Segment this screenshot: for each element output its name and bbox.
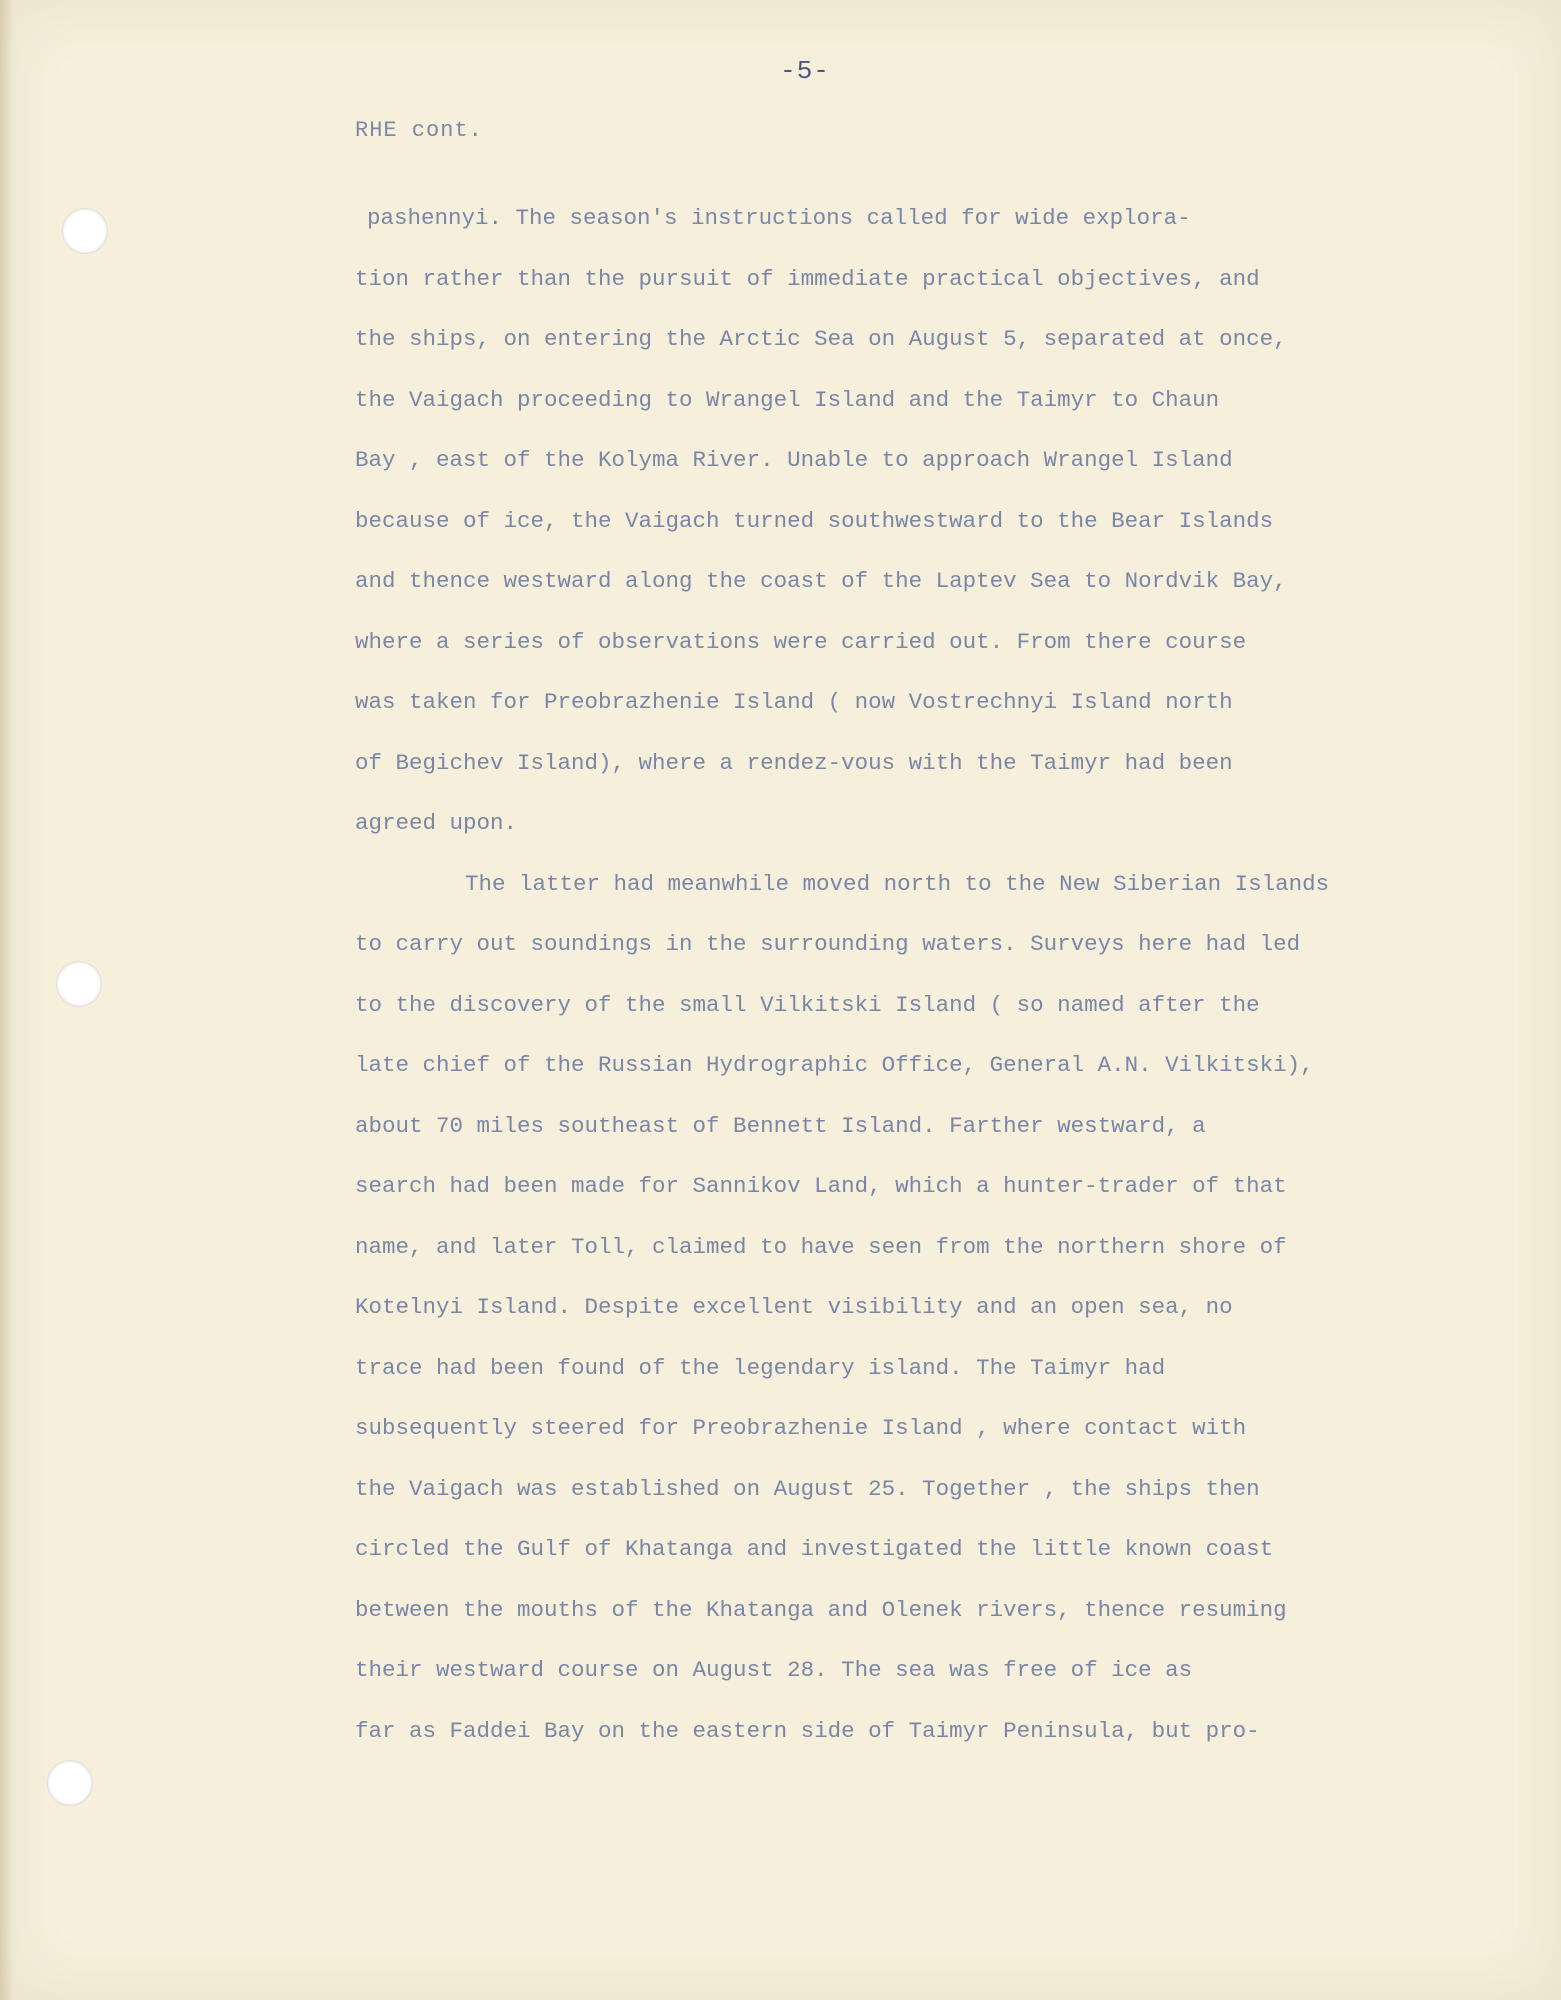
text-line: was taken for Preobrazhenie Island ( now Vostrechnyi Island north — [355, 689, 1233, 715]
text-line: about 70 miles southeast of Bennett Island. Farther westward, a — [355, 1112, 1206, 1139]
text-line: and thence westward along the coast of the Laptev Sea to Nordvik Bay, — [355, 568, 1287, 594]
punch-hole-bottom — [47, 1760, 93, 1806]
text-line: to the discovery of the small Vilkitski Island ( so named after the — [355, 991, 1260, 1018]
text-line: their westward course on August 28. The sea was free of ice as — [355, 1657, 1193, 1683]
text-line: subsequently steered for Preobrazhenie Island , where contact with — [355, 1415, 1247, 1441]
punch-hole-middle — [56, 961, 102, 1007]
text-line: to carry out soundings in the surrounding waters. Surveys here had led — [355, 931, 1301, 957]
text-line: The latter had meanwhile moved north to the New Siberian Islands — [465, 870, 1330, 897]
text-line: name, and later Toll, claimed to have seen from the northern shore of — [355, 1233, 1287, 1260]
text-line: the ships, on entering the Arctic Sea on August 5, separated at once, — [355, 326, 1287, 352]
text-line: because of ice, the Vaigach turned southwestward to the Bear Islands — [355, 507, 1274, 534]
text-line: trace had been found of the legendary island. The Taimyr had — [355, 1354, 1166, 1381]
page-number: -5- — [780, 56, 830, 86]
text-line: where a series of observations were carried out. From there course — [355, 628, 1247, 655]
text-line: of Begichev Island), where a rendez-vous with the Taimyr had been — [355, 749, 1233, 776]
text-line: tion rather than the pursuit of immediate practical objectives, and — [355, 265, 1260, 292]
page-header: RHE cont. — [355, 118, 483, 143]
text-line: between the mouths of the Khatanga and Olenek rivers, thence resuming — [355, 1596, 1287, 1623]
body-text — [355, 203, 1435, 1776]
text-line: pashennyi. The season's instructions called for wide explora- — [367, 205, 1191, 231]
page-edge-shadow — [0, 0, 14, 2000]
text-line: Kotelnyi Island. Despite excellent visibility and an open sea, no — [355, 1294, 1233, 1320]
text-line: circled the Gulf of Khatanga and investigated the little known coast — [355, 1536, 1274, 1562]
punch-hole-top — [62, 208, 108, 254]
text-line: far as Faddei Bay on the eastern side of Taimyr Peninsula, but pro- — [355, 1717, 1260, 1744]
text-line: agreed upon. — [355, 810, 518, 836]
text-line: search had been made for Sannikov Land, which a hunter-trader of that — [355, 1173, 1287, 1199]
text-line: Bay , east of the Kolyma River. Unable to approach Wrangel Island — [355, 447, 1233, 473]
text-line: the Vaigach was established on August 25. Together , the ships then — [355, 1475, 1260, 1502]
text-line: the Vaigach proceeding to Wrangel Island and the Taimyr to Chaun — [355, 386, 1220, 413]
text-line: late chief of the Russian Hydrographic Office, General A.N. Vilkitski), — [355, 1052, 1314, 1078]
